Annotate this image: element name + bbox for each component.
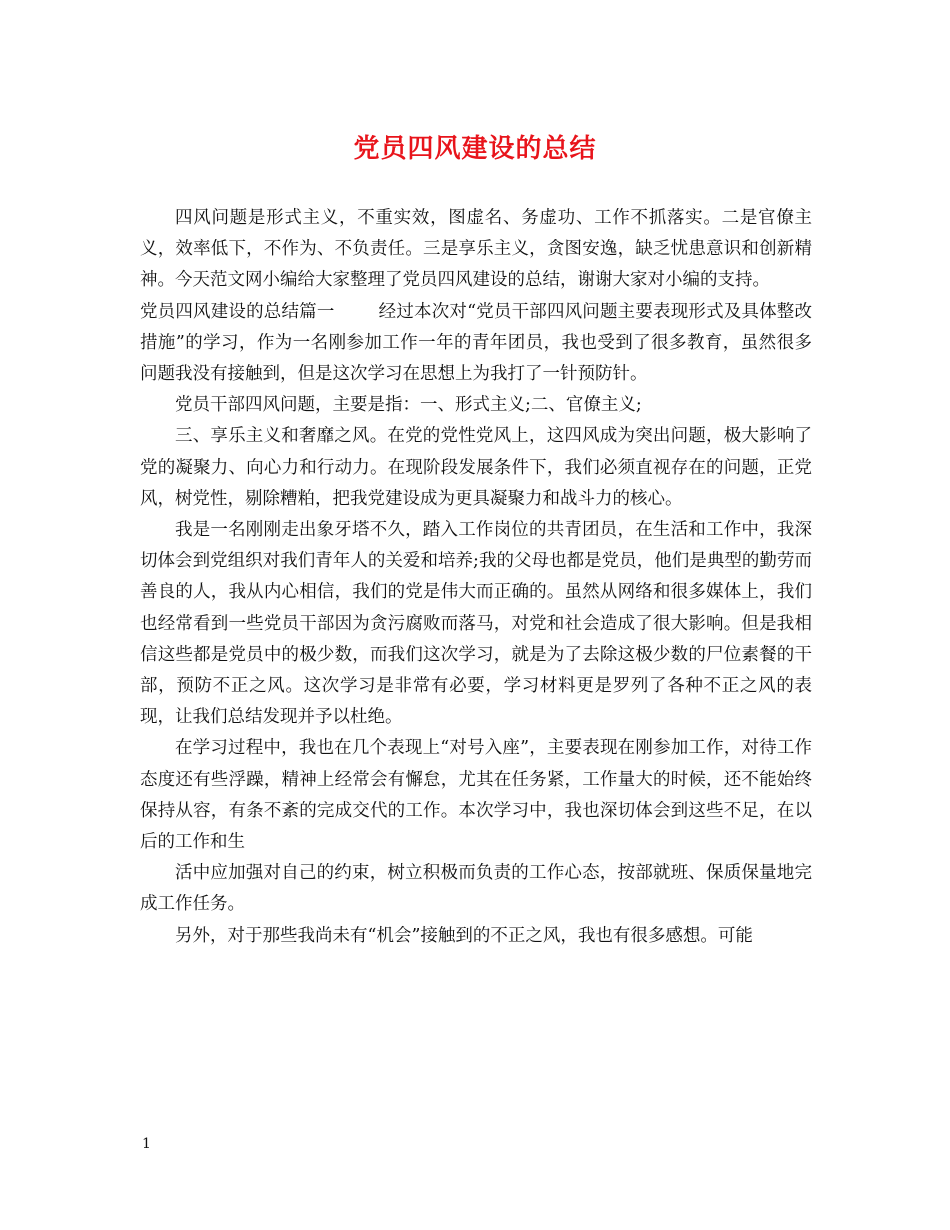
section-paragraph (140, 297, 812, 391)
section-heading: 党员四风建设的总结篇一 (140, 301, 335, 322)
body-paragraph: 三、享乐主义和奢靡之风。在党的党性党风上，这四风成为突出问题，极大影响了党的凝聚力、向心力和行动力。在现阶段发展条件下，我们必须直视存在的问题，正党风，树党性，剔除糟粕，把我党建设成为更具凝聚力和战斗力的核心。 (140, 426, 812, 509)
section-body-text: 经过本次对“党员干部四风问题主要表现形式及具体整改措施”的学习，作为一名刚参加工作一年的青年团员，我也受到了很多教育，虽然很多问题我没有接触到，但是这次学习在思想上为我打了一针预防针。 (140, 301, 812, 385)
body-paragraph: 活中应加强对自己的约束，树立积极而负责的工作心态，按部就班、保质保量地完成工作任务。 (140, 863, 812, 915)
body-paragraph: 在学习过程中，我也在几个表现上“对号入座”，主要表现在刚参加工作，对待工作态度还有些浮躁，精神上经常会有懈怠，尤其在任务紧，工作量大的时候，还不能始终保持从容，有条不紊的完成交代的工作。本次学习中，我也深切体会到这些不足，在以后的工作和生 (140, 738, 812, 853)
body-paragraph: 党员干部四风问题，主要是指：一、形式主义;二、官僚主义; (175, 395, 642, 416)
intro-paragraph: 四风问题是形式主义，不重实效，图虚名、务虚功、工作不抓落实。二是官僚主义，效率低下，不作为、不负责任。三是享乐主义，贪图安逸，缺乏忧患意识和创新精神。今天范文网小编给大家整理了党员四风建设的总结，谢谢大家对小编的支持。 (140, 208, 812, 291)
document-title: 党员四风建设的总结 (353, 134, 597, 164)
body-paragraph: 我是一名刚刚走出象牙塔不久，踏入工作岗位的共青团员，在生活和工作中，我深切体会到党组织对我们青年人的关爱和培养;我的父母也都是党员，他们是典型的勤劳而善良的人，我从内心相信，我们的党是伟大而正确的。虽然从网络和很多媒体上，我们也经常看到一些党员干部因为贪污腐败而落马，对党和社会造成了很大影响。但是我相信这些都是党员中的极少数，而我们这次学习，就是为了去除这极少数的尸位素餐的干部，预防不正之风。这次学习是非常有必要，学习材料更是罗列了各种不正之风的表现，让我们总结发现并予以杜绝。 (140, 520, 812, 728)
document-body (140, 203, 812, 952)
page-number: 1 (142, 1136, 151, 1152)
body-paragraph: 另外，对于那些我尚未有“机会”接触到的不正之风，我也有很多感想。可能 (175, 925, 753, 946)
